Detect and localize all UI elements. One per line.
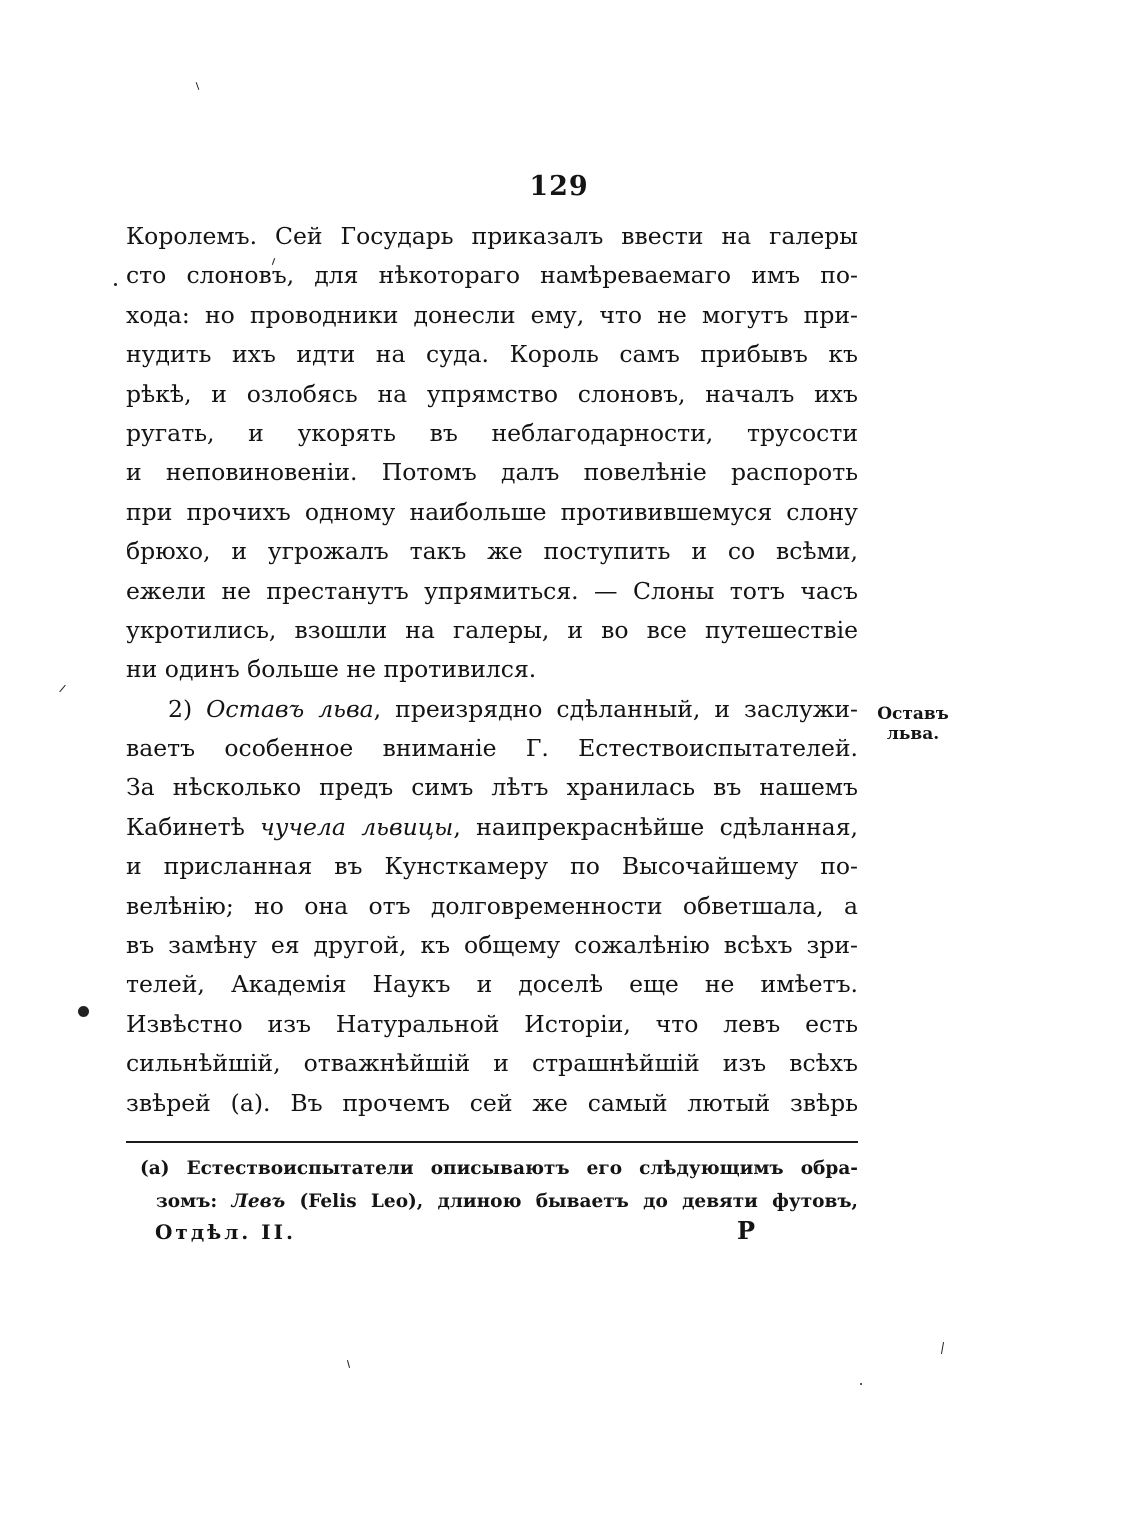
text-line: при прочихъ одному наибольше противившемуся слону <box>126 497 858 526</box>
footnote-divider <box>126 1141 858 1143</box>
ink-speck <box>196 82 200 90</box>
text-line: сильнѣйшій, отважнѣйшій и страшнѣйшій изъ всѣхъ <box>126 1049 858 1078</box>
text-line: ни одинъ больше не противился. <box>126 655 537 684</box>
text-segment: 2) <box>168 694 207 723</box>
ink-speck <box>78 1006 89 1017</box>
text-line: звѣрей (а). Въ прочемъ сей же самый лютый звѣрь <box>126 1088 858 1117</box>
signature-mark: Отдѣл. II. <box>155 1220 296 1244</box>
ink-speck <box>347 1360 350 1368</box>
text-segment: , преизрядно сдѣланный, и заслужи- <box>373 694 858 723</box>
text-line: укротились, взошли на галеры, и во все путешествіе <box>126 615 858 644</box>
paragraph-2-first-line <box>126 690 858 729</box>
text-line: сто слоновъ, для нѣкотораго намѣреваемаго имъ по- <box>126 261 858 290</box>
text-segment: Кабинетѣ <box>126 812 261 841</box>
ink-speck <box>114 283 117 286</box>
text-line: телей, Академія Наукъ и доселѣ еще не имѣетъ. <box>126 970 858 999</box>
text-line: нудить ихъ идти на суда. Король самъ прибывъ къ <box>126 340 858 369</box>
ink-speck <box>941 1342 944 1354</box>
text-line: рѣкѣ, и озлобясь на упрямство слоновъ, началъ ихъ <box>126 379 858 408</box>
text-line: брюхо, и угрожалъ такъ же поступить и со всѣми, <box>126 537 858 566</box>
ink-speck <box>59 685 66 693</box>
text-line: хода: но проводники донесли ему, что не могутъ при- <box>126 300 858 329</box>
text-line: и неповиновеніи. Потомъ далъ повелѣніе распороть <box>126 458 858 487</box>
margin-note <box>872 704 954 744</box>
text-segment: зомъ: <box>156 1191 232 1212</box>
text-line: За нѣсколько предъ симъ лѣтъ хранилась въ нашемъ <box>126 773 858 802</box>
gathering-letter: Р <box>737 1216 756 1245</box>
footnote-line <box>126 1185 858 1218</box>
italic-phrase: чучела львицы <box>260 812 454 841</box>
text-line-with-italic <box>126 808 858 847</box>
italic-heading: Оставъ льва <box>206 694 374 723</box>
text-line: ваетъ особенное вниманіе Г. Естествоиспытателей. <box>126 734 858 763</box>
main-text <box>126 217 858 1123</box>
text-line: въ замѣну ея другой, къ общему сожалѣнію всѣхъ зри- <box>126 931 858 960</box>
margin-note-line: Оставъ <box>877 704 949 724</box>
ink-speck <box>860 1383 862 1385</box>
text-line: Извѣстно изъ Натуральной Исторіи, что левъ есть <box>126 1009 858 1038</box>
text-line: велѣнію; но она отъ долговременности обветшала, а <box>126 891 858 920</box>
margin-note-line: льва. <box>886 724 940 744</box>
text-segment: (Felis Leo), длиною бываетъ до девяти футовъ, <box>285 1191 858 1212</box>
text-line: Королемъ. Сей Государь приказалъ ввести на галеры <box>126 222 858 250</box>
footnote-line: (а) Естествоиспытатели описываютъ его слѣдующимъ обра- <box>140 1158 858 1179</box>
text-segment: , наипрекраснѣйше сдѣланная, <box>453 812 858 841</box>
page-number: 129 <box>529 171 589 202</box>
text-line: ежели не престанутъ упрямиться. — Слоны тотъ часъ <box>126 576 858 605</box>
text-line: ругать, и укорять въ неблагодарности, трусости <box>126 418 858 447</box>
italic-phrase: Левъ <box>231 1191 286 1212</box>
text-line: и присланная въ Кунсткамеру по Высочайшему по- <box>126 852 858 881</box>
footnote <box>126 1152 858 1218</box>
